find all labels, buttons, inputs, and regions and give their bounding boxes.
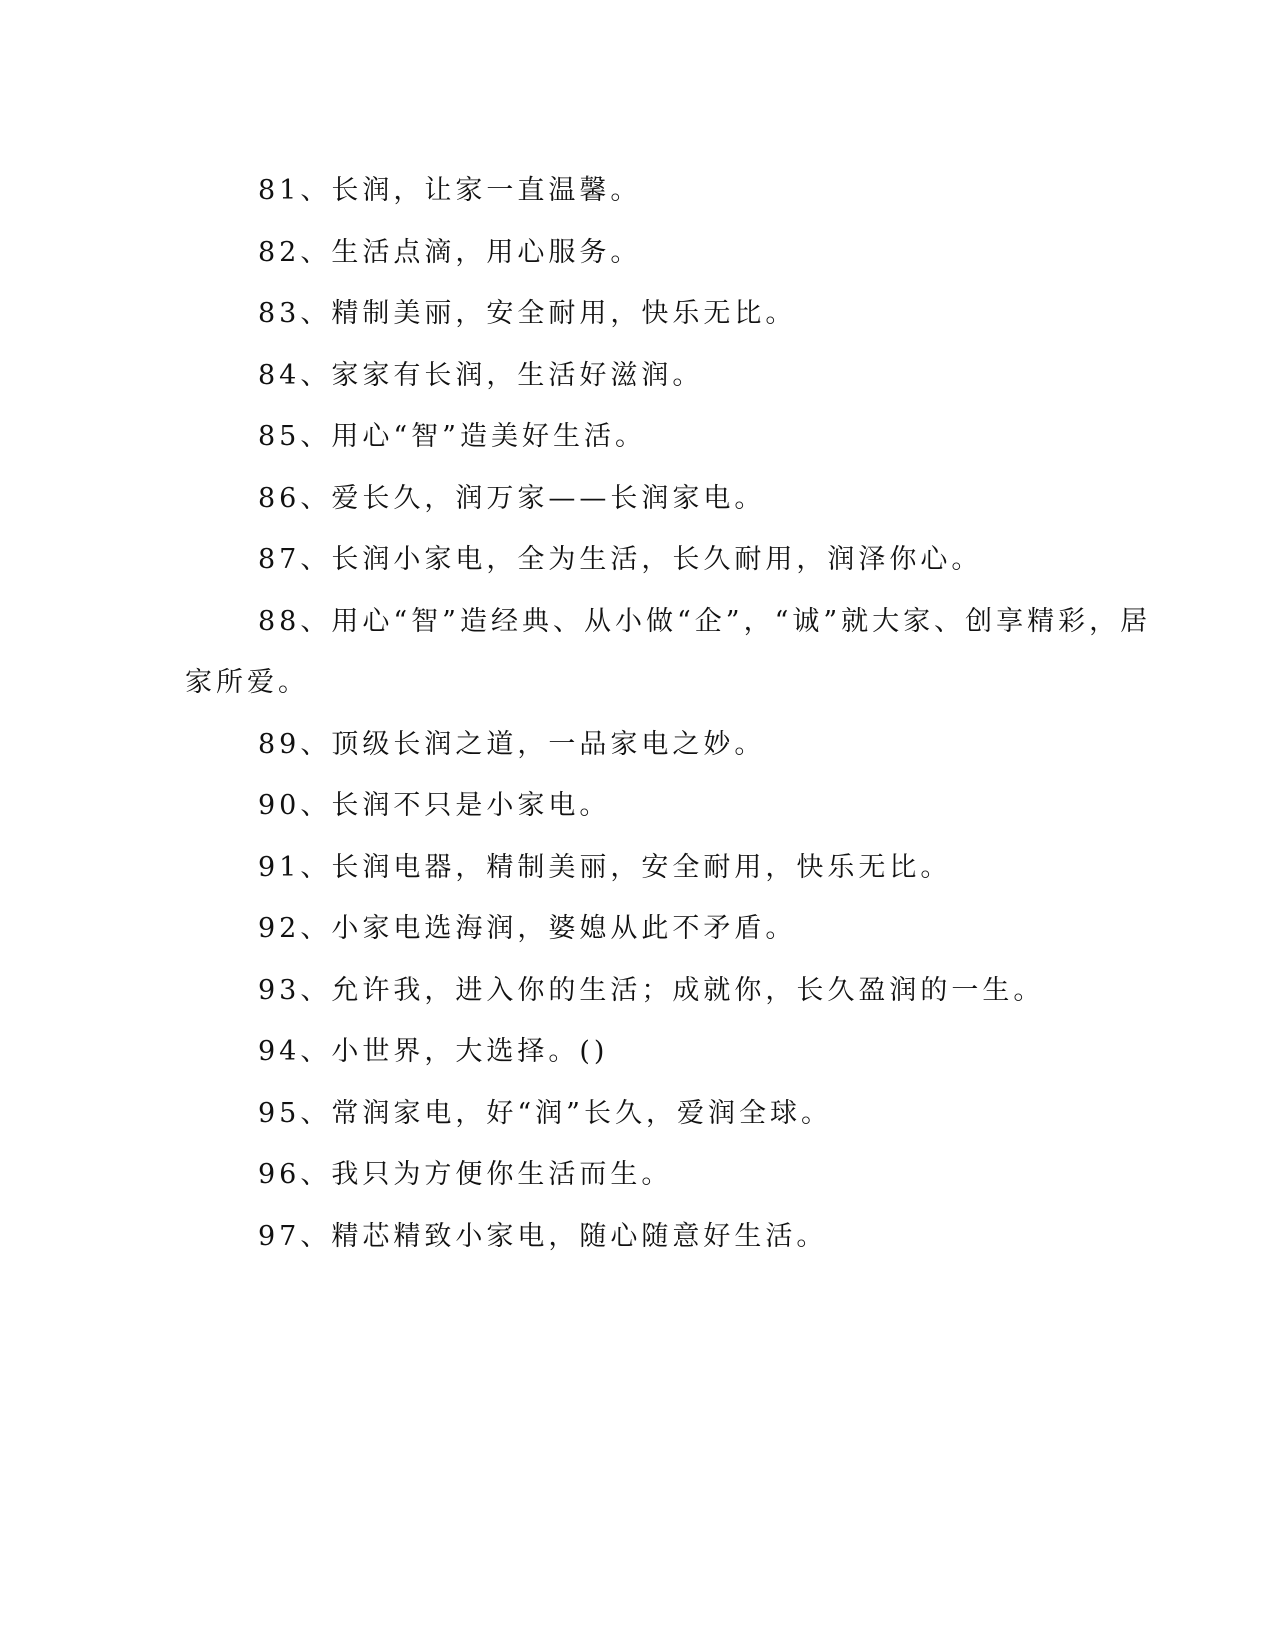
slogan-88-continuation: 家所爱。 <box>185 667 309 698</box>
slogan-82: 82、生活点滴，用心服务。 <box>258 236 642 268</box>
slogan-94: 94、小世界，大选择。() <box>258 1036 609 1067</box>
slogan-89: 89、顶级长润之道，一品家电之妙。 <box>258 728 766 760</box>
slogan-88: 88、用心“智”造经典、从小做“企”，“诚”就大家、创享精彩，居 <box>258 605 1152 637</box>
slogan-96: 96、我只为方便你生活而生。 <box>258 1159 673 1190</box>
slogan-97: 97、精芯精致小家电，随心随意好生活。 <box>258 1220 828 1252</box>
slogan-92: 92、小家电选海润，婆媳从此不矛盾。 <box>258 913 797 944</box>
slogan-93: 93、允许我，进入你的生活；成就你，长久盈润的一生。 <box>258 974 1045 1006</box>
slogan-87: 87、长润小家电，全为生活，长久耐用，润泽你心。 <box>258 544 983 575</box>
slogan-84: 84、家家有长润，生活好滋润。 <box>258 359 704 391</box>
slogan-86: 86、爱长久，润万家——长润家电。 <box>258 482 766 514</box>
slogan-85: 85、用心“智”造美好生活。 <box>258 421 646 452</box>
slogan-83: 83、精制美丽，安全耐用，快乐无比。 <box>258 298 797 329</box>
slogan-81: 81、长润，让家一直温馨。 <box>258 175 642 206</box>
slogan-list <box>185 160 1152 1267</box>
slogan-95: 95、常润家电，好“润”长久，爱润全球。 <box>258 1097 832 1129</box>
slogan-90: 90、长润不只是小家电。 <box>258 790 611 821</box>
slogan-91: 91、长润电器，精制美丽，安全耐用，快乐无比。 <box>258 851 952 883</box>
